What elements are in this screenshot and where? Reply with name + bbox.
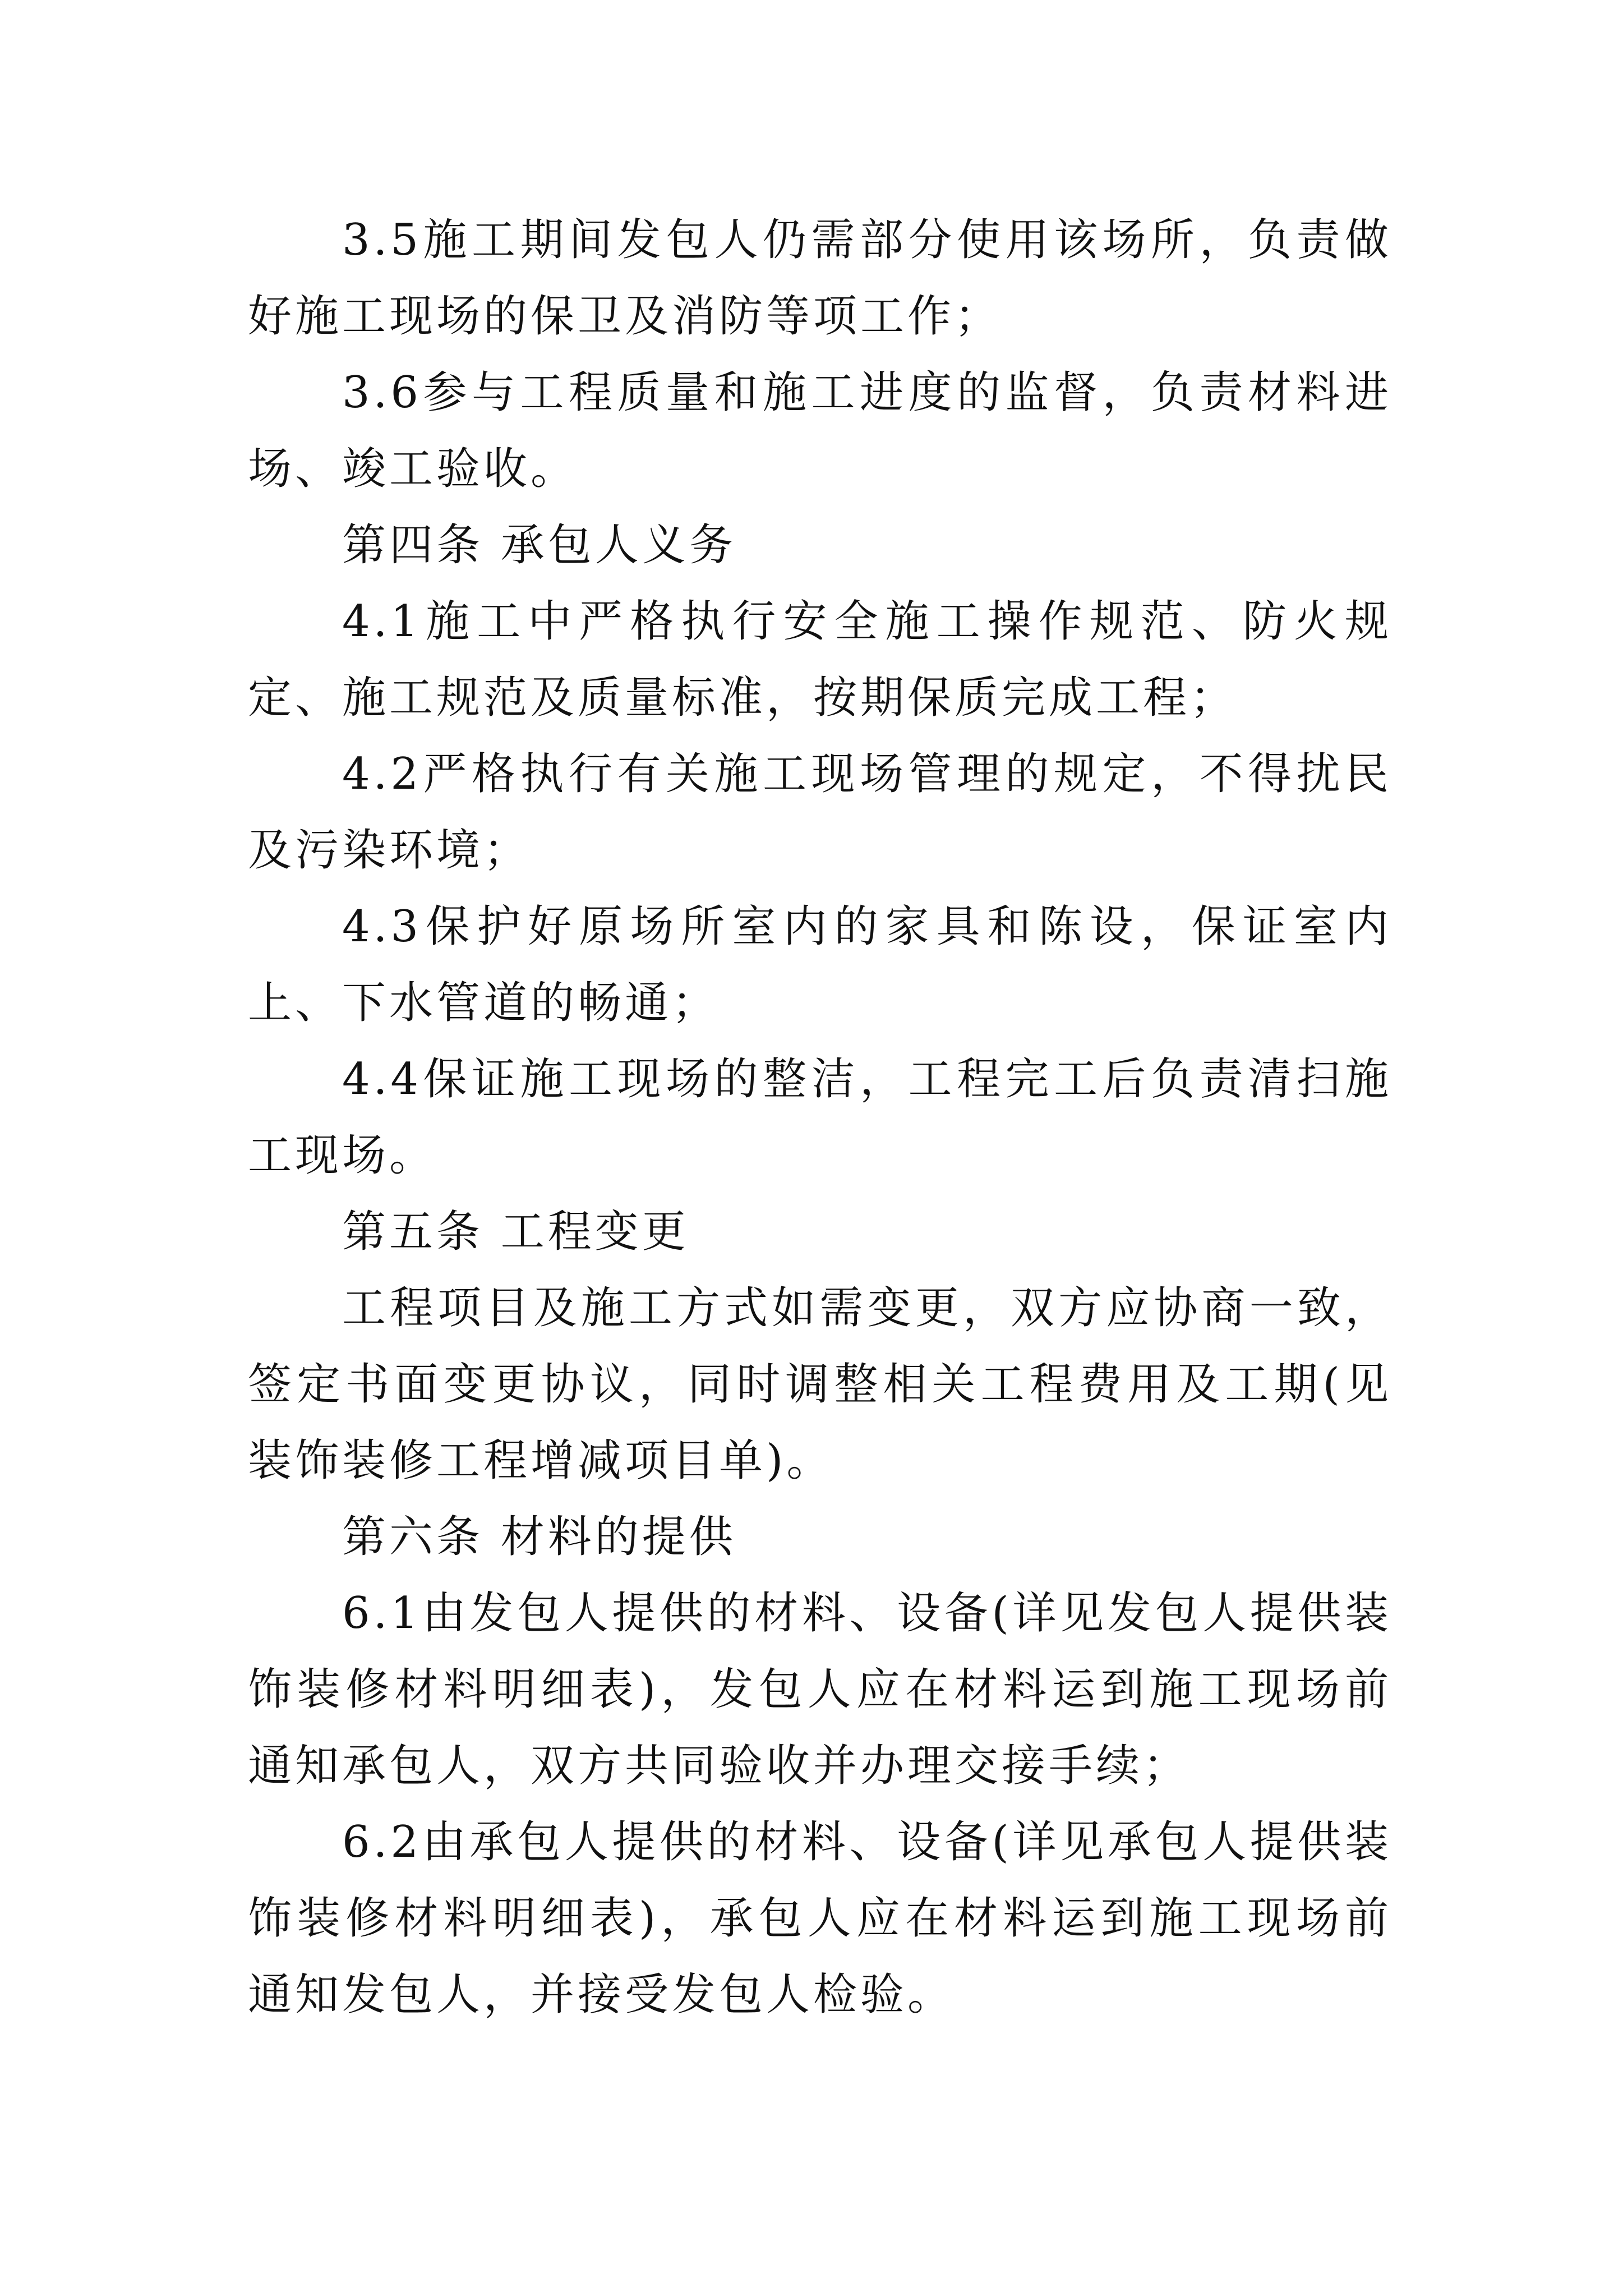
article-4-heading: 第四条 承包人义务 — [342, 520, 736, 570]
clause-6-2: 6.2由承包人提供的材料、设备(详见承包人提供装饰装修材料明细表)，承包人应在材料运到施工现场前通知发包人，并接受发包人检验。 — [248, 1817, 1392, 2020]
article-6-heading: 第六条 材料的提供 — [342, 1512, 736, 1562]
clause-4-1: 4.1施工中严格执行安全施工操作规范、防火规定、施工规范及质量标准，按期保质完成工程； — [248, 596, 1392, 723]
clause-3-5: 3.5施工期间发包人仍需部分使用该场所，负责做好施工现场的保卫及消防等项工作； — [248, 215, 1392, 342]
clause-4-2: 4.2严格执行有关施工现场管理的规定，不得扰民及污染环境； — [248, 749, 1392, 876]
article-5-heading: 第五条 工程变更 — [342, 1207, 689, 1257]
article-5-body: 工程项目及施工方式如需变更，双方应协商一致，签定书面变更协议，同时调整相关工程费用及工期(见装饰装修工程增减项目单)。 — [248, 1283, 1392, 1486]
document-body — [248, 202, 1392, 2033]
clause-4-4: 4.4保证施工现场的整洁，工程完工后负责清扫施工现场。 — [248, 1054, 1392, 1181]
clause-3-6: 3.6参与工程质量和施工进度的监督，负责材料进场、竣工验收。 — [248, 367, 1392, 494]
clause-4-3: 4.3保护好原场所室内的家具和陈设，保证室内上、下水管道的畅通； — [248, 901, 1392, 1028]
clause-6-1: 6.1由发包人提供的材料、设备(详见发包人提供装饰装修材料明细表)，发包人应在材料运到施工现场前通知承包人，双方共同验收并办理交接手续； — [248, 1588, 1392, 1791]
